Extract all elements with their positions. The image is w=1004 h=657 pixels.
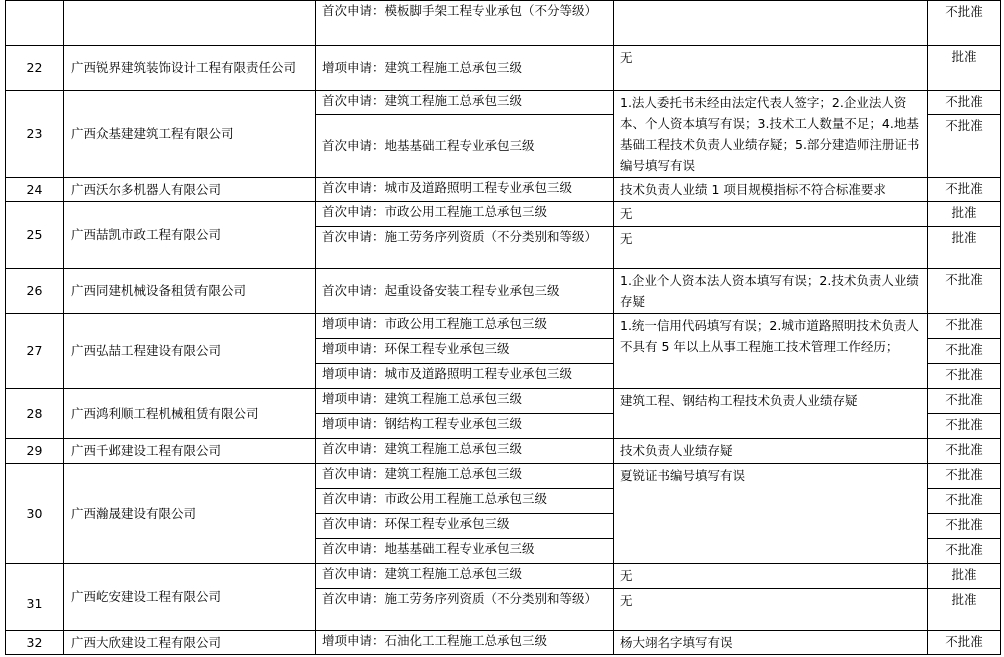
row-number: 23 xyxy=(6,91,64,178)
row-number: 22 xyxy=(6,46,64,91)
application-item: 增项申请：钢结构工程专业承包三级 xyxy=(316,414,614,439)
row-number: 28 xyxy=(6,389,64,439)
application-item: 首次申请：环保工程专业承包三级 xyxy=(316,514,614,539)
review-result: 不批准 xyxy=(928,414,1001,439)
table-row xyxy=(6,389,1001,414)
company-name: 广西众基建建筑工程有限公司 xyxy=(64,91,316,178)
review-result: 不批准 xyxy=(928,178,1001,202)
application-item: 首次申请：施工劳务序列资质（不分类别和等级） xyxy=(316,589,614,631)
company-name: 广西喆凯市政工程有限公司 xyxy=(64,202,316,269)
company-name: 广西瀚晟建设有限公司 xyxy=(64,464,316,564)
table-row xyxy=(6,314,1001,339)
review-issue: 夏锐证书编号填写有误 xyxy=(614,464,928,564)
review-issue: 1.法人委托书未经由法定代表人签字；2.企业法人资本、个人资本填写有误；3.技术工人数量不足；4.地基基础工程技术负责人业绩存疑；5.部分建造师注册证书编号填写有误 xyxy=(614,91,928,178)
application-item: 增项申请：市政公用工程施工总承包三级 xyxy=(316,314,614,339)
review-result: 不批准 xyxy=(928,364,1001,389)
review-result: 不批准 xyxy=(928,489,1001,514)
table-row xyxy=(6,564,1001,589)
review-results-table xyxy=(5,0,1001,655)
application-item: 首次申请：起重设备安装工程专业承包三级 xyxy=(316,269,614,314)
row-number xyxy=(6,1,64,46)
table-row xyxy=(6,202,1001,227)
review-issue: 无 xyxy=(614,589,928,631)
review-issue: 无 xyxy=(614,564,928,589)
table-row xyxy=(6,464,1001,489)
review-result: 不批准 xyxy=(928,115,1001,178)
review-result: 不批准 xyxy=(928,539,1001,564)
application-item: 增项申请：建筑工程施工总承包三级 xyxy=(316,46,614,91)
application-item: 增项申请：建筑工程施工总承包三级 xyxy=(316,389,614,414)
company-name: 广西沃尔多机器人有限公司 xyxy=(64,178,316,202)
row-number: 30 xyxy=(6,464,64,564)
review-result: 批准 xyxy=(928,46,1001,91)
review-issue: 建筑工程、钢结构工程技术负责人业绩存疑 xyxy=(614,389,928,439)
application-item: 首次申请：地基基础工程专业承包三级 xyxy=(316,115,614,178)
review-result: 不批准 xyxy=(928,389,1001,414)
review-result: 不批准 xyxy=(928,269,1001,314)
application-item: 首次申请：建筑工程施工总承包三级 xyxy=(316,464,614,489)
review-result: 不批准 xyxy=(928,339,1001,364)
company-name: 广西大欣建设工程有限公司 xyxy=(64,631,316,655)
application-item: 首次申请：建筑工程施工总承包三级 xyxy=(316,91,614,115)
application-item: 首次申请：市政公用工程施工总承包三级 xyxy=(316,489,614,514)
review-issue: 杨大翊名字填写有误 xyxy=(614,631,928,655)
application-item: 首次申请：建筑工程施工总承包三级 xyxy=(316,439,614,464)
table-row xyxy=(6,46,1001,91)
application-item: 首次申请：施工劳务序列资质（不分类别和等级） xyxy=(316,227,614,269)
application-item: 增项申请：环保工程专业承包三级 xyxy=(316,339,614,364)
review-issue xyxy=(614,1,928,46)
row-number: 29 xyxy=(6,439,64,464)
review-issue: 无 xyxy=(614,202,928,227)
review-issue: 技术负责人业绩 1 项目规模指标不符合标准要求 xyxy=(614,178,928,202)
application-item: 首次申请：市政公用工程施工总承包三级 xyxy=(316,202,614,227)
company-name: 广西千邺建设工程有限公司 xyxy=(64,439,316,464)
table-row xyxy=(6,631,1001,655)
table-row xyxy=(6,178,1001,202)
company-name: 广西鸿利顺工程机械租赁有限公司 xyxy=(64,389,316,439)
review-result: 不批准 xyxy=(928,1,1001,46)
review-result: 不批准 xyxy=(928,514,1001,539)
review-issue: 无 xyxy=(614,227,928,269)
company-name xyxy=(64,1,316,46)
table-row xyxy=(6,1,1001,46)
application-item: 首次申请：城市及道路照明工程专业承包三级 xyxy=(316,178,614,202)
company-name: 广西弘喆工程建设有限公司 xyxy=(64,314,316,389)
review-result: 不批准 xyxy=(928,314,1001,339)
review-issue: 1.企业个人资本法人资本填写有误；2.技术负责人业绩存疑 xyxy=(614,269,928,314)
review-result: 不批准 xyxy=(928,439,1001,464)
application-item: 首次申请：建筑工程施工总承包三级 xyxy=(316,564,614,589)
application-item: 增项申请：城市及道路照明工程专业承包三级 xyxy=(316,364,614,389)
row-number: 31 xyxy=(6,564,64,631)
review-result: 批准 xyxy=(928,564,1001,589)
review-result: 批准 xyxy=(928,202,1001,227)
review-issue: 无 xyxy=(614,46,928,91)
review-result: 不批准 xyxy=(928,631,1001,655)
row-number: 32 xyxy=(6,631,64,655)
review-issue: 技术负责人业绩存疑 xyxy=(614,439,928,464)
application-item: 增项申请：石油化工工程施工总承包三级 xyxy=(316,631,614,655)
review-result: 不批准 xyxy=(928,91,1001,115)
application-item: 首次申请：地基基础工程专业承包三级 xyxy=(316,539,614,564)
table-row xyxy=(6,439,1001,464)
company-name: 广西屹安建设工程有限公司 xyxy=(64,564,316,631)
review-result: 不批准 xyxy=(928,464,1001,489)
review-result: 批准 xyxy=(928,589,1001,631)
review-result: 批准 xyxy=(928,227,1001,269)
row-number: 27 xyxy=(6,314,64,389)
row-number: 25 xyxy=(6,202,64,269)
row-number: 24 xyxy=(6,178,64,202)
table-row xyxy=(6,91,1001,115)
company-name: 广西同建机械设备租赁有限公司 xyxy=(64,269,316,314)
table-row xyxy=(6,269,1001,314)
row-number: 26 xyxy=(6,269,64,314)
company-name: 广西锐界建筑装饰设计工程有限责任公司 xyxy=(64,46,316,91)
review-issue: 1.统一信用代码填写有误；2.城市道路照明技术负责人不具有 5 年以上从事工程施工技术管理工作经历； xyxy=(614,314,928,389)
application-item: 首次申请：模板脚手架工程专业承包（不分等级） xyxy=(316,1,614,46)
